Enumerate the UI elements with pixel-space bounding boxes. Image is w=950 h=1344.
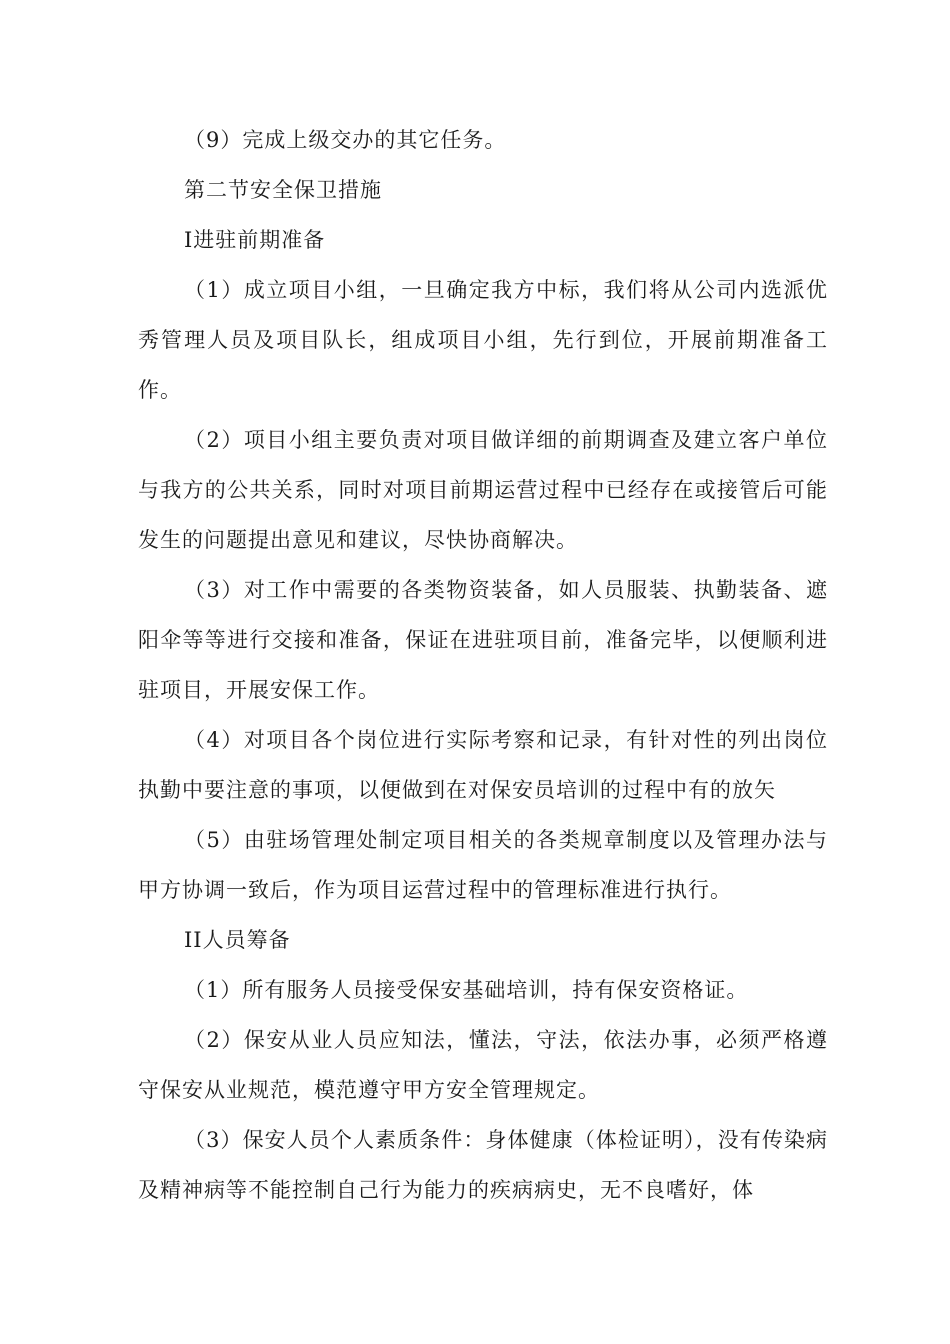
pre-entry-item-1: （1）成立项目小组，一旦确定我方中标，我们将从公司内选派优秀管理人员及项目队长，组成项目小组，先行到位，开展前期准备工作。 bbox=[138, 278, 828, 402]
subsection-heading-pre-entry: I进驻前期准备 bbox=[184, 228, 326, 252]
pre-entry-item-2: （2）项目小组主要负责对项目做详细的前期调查及建立客户单位与我方的公共关系，同时对项目前期运营过程中已经存在或接管后可能发生的问题提出意见和建议，尽快协商解决。 bbox=[138, 428, 828, 552]
subsection-heading-staffing: II人员筹备 bbox=[184, 928, 291, 952]
task-item-9: （9）完成上级交办的其它任务。 bbox=[184, 128, 507, 152]
staffing-item-1: （1）所有服务人员接受保安基础培训，持有保安资格证。 bbox=[184, 978, 749, 1002]
staffing-item-2: （2）保安从业人员应知法，懂法，守法，依法办事，必须严格遵守保安从业规范，模范遵守甲方安全管理规定。 bbox=[138, 1028, 828, 1102]
section-heading: 第二节安全保卫措施 bbox=[184, 178, 382, 202]
staffing-item-3: （3）保安人员个人素质条件：身体健康（体检证明），没有传染病及精神病等不能控制自己行为能力的疾病病史，无不良嗜好，体 bbox=[138, 1128, 828, 1202]
pre-entry-item-5: （5）由驻场管理处制定项目相关的各类规章制度以及管理办法与甲方协调一致后，作为项目运营过程中的管理标准进行执行。 bbox=[138, 828, 828, 902]
pre-entry-item-4: （4）对项目各个岗位进行实际考察和记录，有针对性的列出岗位执勤中要注意的事项，以便做到在对保安员培训的过程中有的放矢 bbox=[138, 728, 828, 802]
pre-entry-item-3: （3）对工作中需要的各类物资装备，如人员服装、执勤装备、遮阳伞等等进行交接和准备，保证在进驻项目前，准备完毕，以便顺利进驻项目，开展安保工作。 bbox=[138, 578, 828, 702]
